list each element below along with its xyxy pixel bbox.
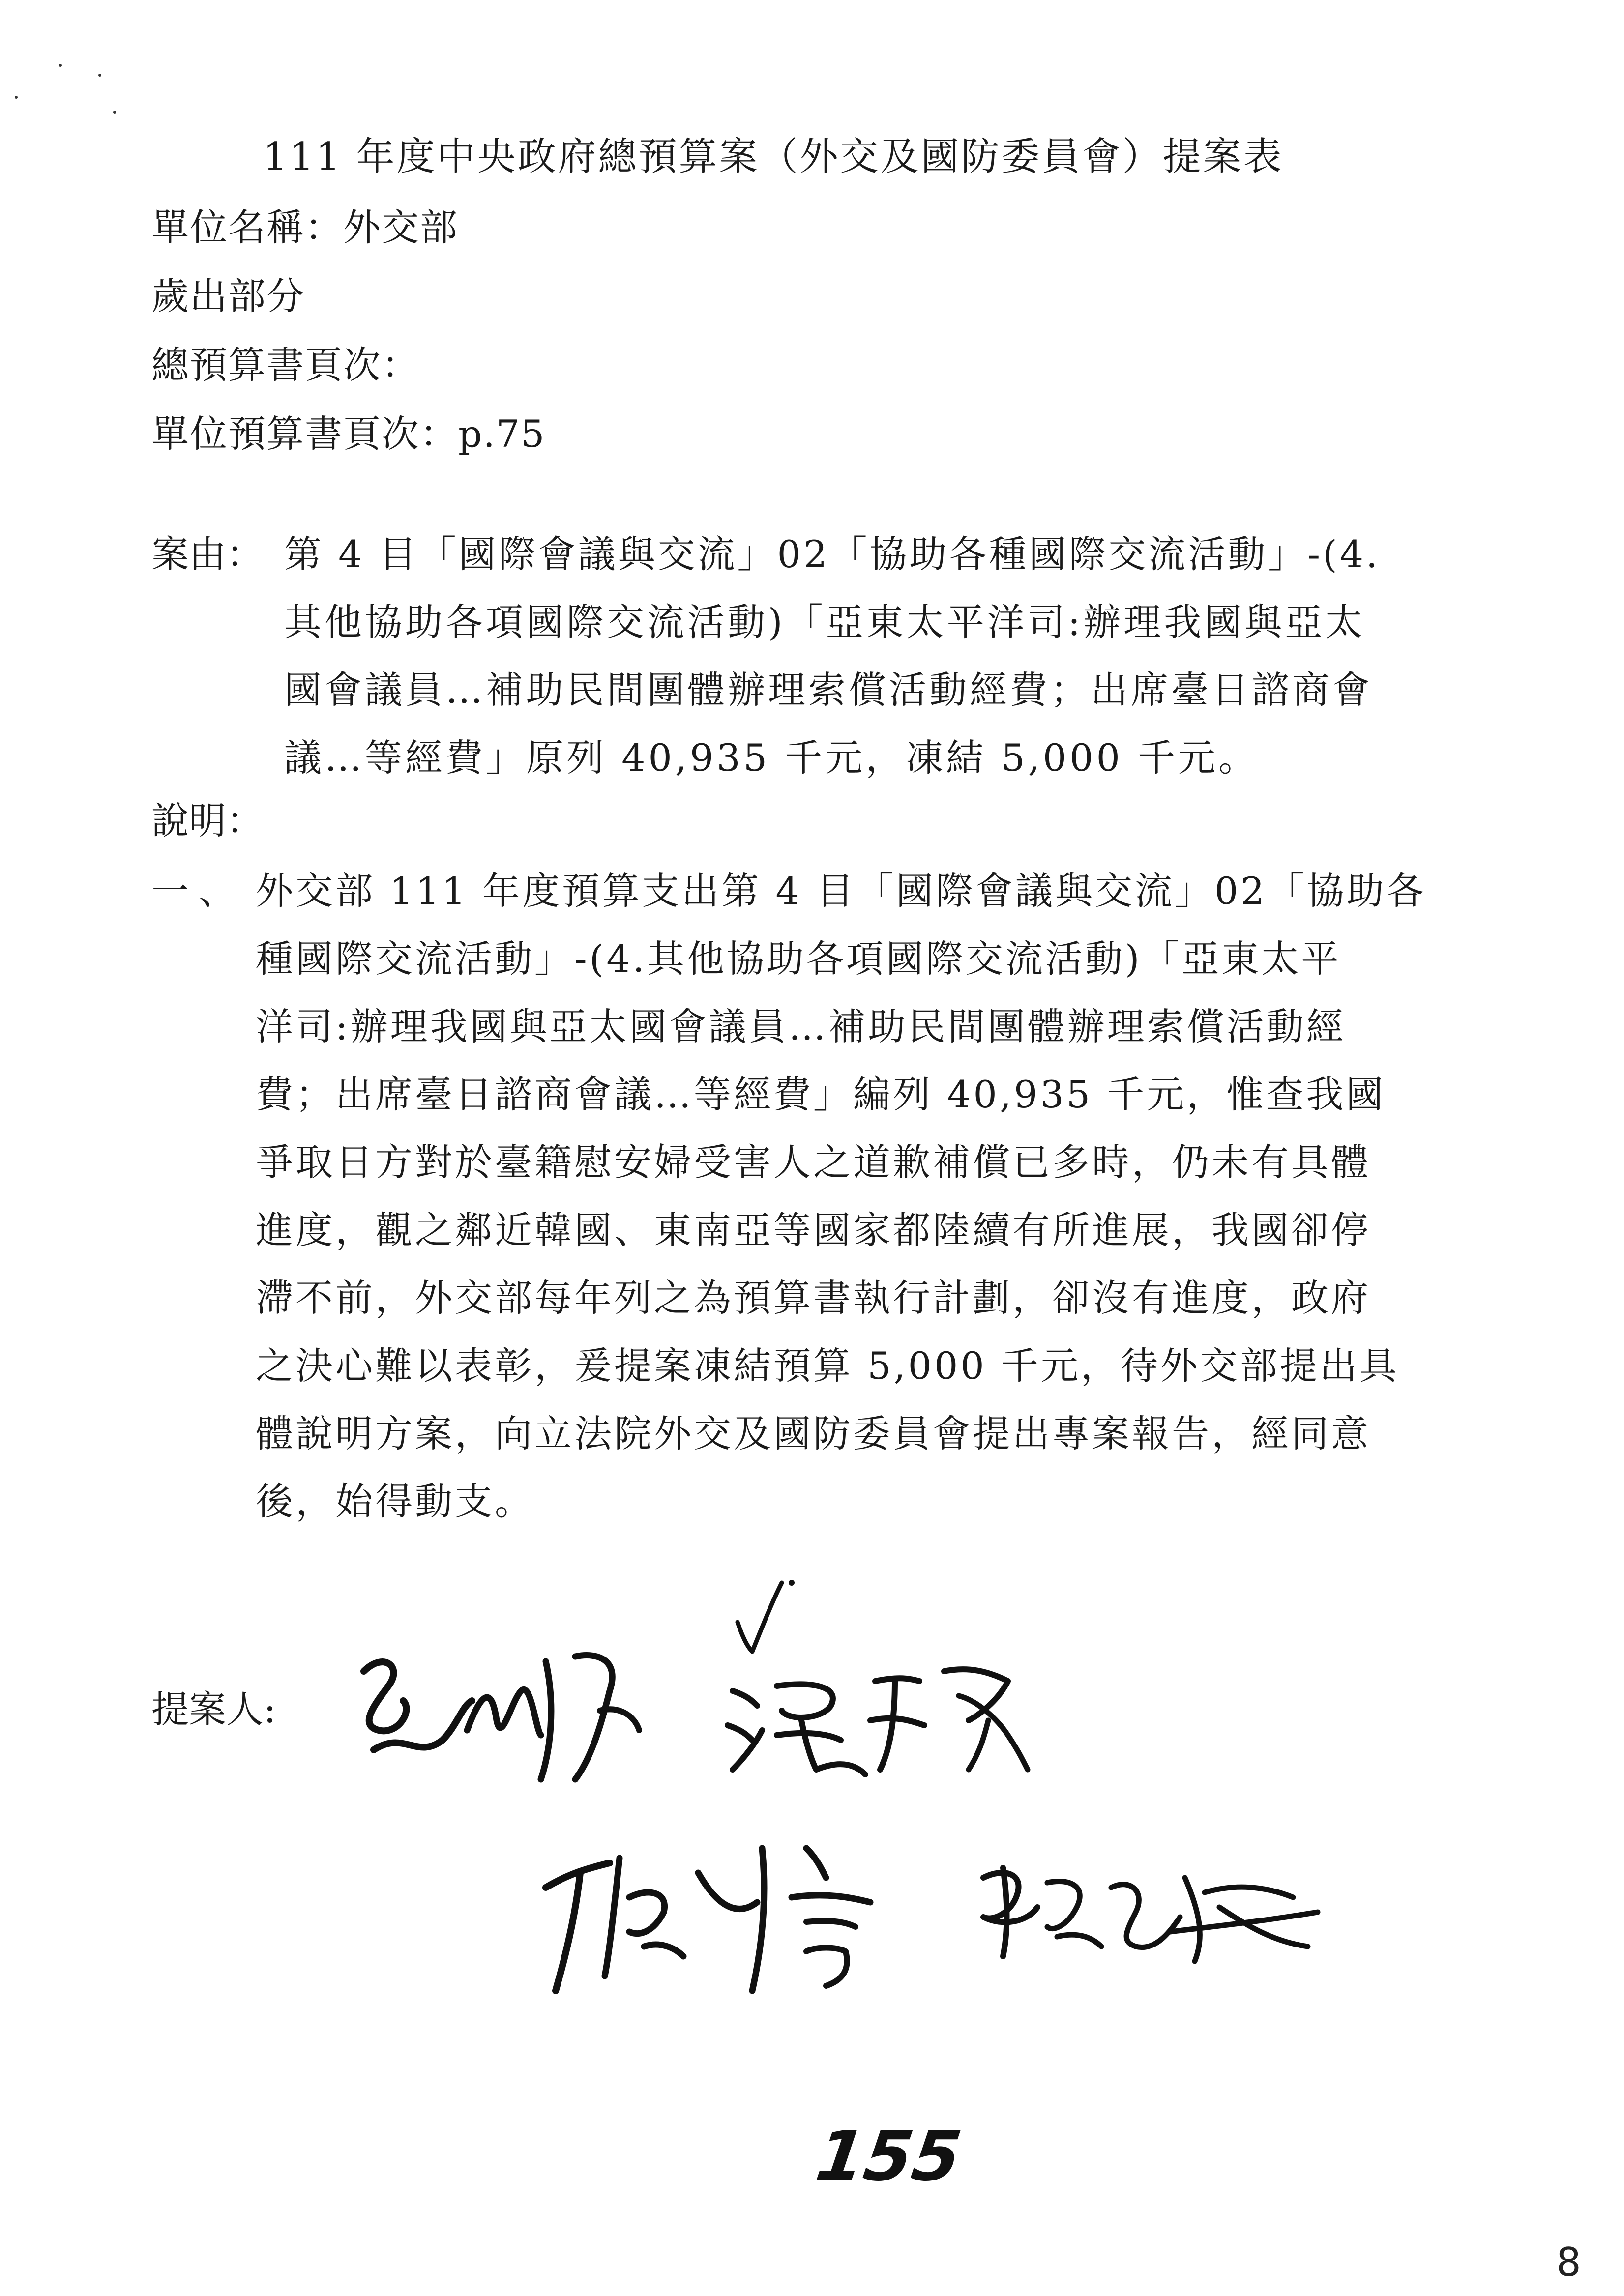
explanation-label: 說明： bbox=[151, 799, 264, 843]
corner-page-number bbox=[1554, 2239, 1593, 2285]
case-line: 議…等經費」原列 40,935 千元，凍結 5,000 千元。 bbox=[284, 736, 1259, 780]
signature-3 bbox=[531, 1829, 974, 2007]
scan-speck bbox=[113, 111, 116, 114]
explanation-line: 滯不前，外交部每年列之為預算書執行計劃，卻沒有進度，政府 bbox=[256, 1276, 1371, 1320]
handwritten-page-number bbox=[811, 2116, 974, 2197]
explanation-line: 體說明方案，向立法院外交及國防委員會提出專案報告，經同意 bbox=[256, 1412, 1371, 1455]
scan-speck bbox=[15, 96, 18, 99]
case-label: 案由： bbox=[151, 532, 264, 576]
scan-speck bbox=[98, 74, 101, 77]
unit-name: 單位名稱：外交部 bbox=[151, 205, 458, 249]
case-line: 第 4 目「國際會議與交流」02「協助各種國際交流活動」-(4. bbox=[284, 532, 1381, 576]
explanation-line: 種國際交流活動」-(4.其他協助各項國際交流活動)「亞東太平 bbox=[256, 937, 1341, 981]
item-marker: 一、 bbox=[151, 869, 246, 913]
scan-speck bbox=[59, 64, 62, 67]
explanation-line: 費；出席臺日諮商會議…等經費」編列 40,935 千元，惟查我國 bbox=[256, 1073, 1386, 1116]
explanation-line: 爭取日方對於臺籍慰安婦受害人之道歉補償已多時，仍未有具體 bbox=[256, 1140, 1371, 1184]
explanation-line: 之決心難以表彰，爰提案凍結預算 5,000 千元，待外交部提出具 bbox=[256, 1344, 1399, 1388]
explanation-line: 後，始得動支。 bbox=[256, 1480, 534, 1523]
explanation-line: 進度，觀之鄰近韓國、東南亞等國家都陸續有所進展，我國卻停 bbox=[256, 1208, 1371, 1252]
svg-text:8: 8 bbox=[1556, 2239, 1581, 2285]
case-line: 國會議員…補助民間團體辦理索償活動經費；出席臺日諮商會 bbox=[284, 668, 1373, 712]
proposers-label: 提案人: bbox=[151, 1687, 276, 1731]
general-budget-page: 總預算書頁次： bbox=[151, 343, 420, 387]
signature-2 bbox=[713, 1573, 1057, 1781]
explanation-line: 洋司:辦理我國與亞太國會議員…補助民間團體辦理索償活動經 bbox=[256, 1005, 1346, 1048]
signature-1 bbox=[344, 1632, 659, 1791]
unit-budget-page: 單位預算書頁次：p.75 bbox=[151, 412, 546, 456]
section-label: 歲出部分 bbox=[151, 274, 305, 318]
svg-text:155: 155 bbox=[811, 2116, 966, 2197]
explanation-line: 外交部 111 年度預算支出第 4 目「國際會議與交流」02「協助各 bbox=[256, 869, 1426, 913]
case-line: 其他協助各項國際交流活動)「亞東太平洋司:辦理我國與亞太 bbox=[284, 600, 1366, 644]
document-title: 111 年度中央政府總預算案（外交及國防委員會）提案表 bbox=[263, 135, 1284, 179]
signature-4 bbox=[974, 1848, 1328, 1978]
